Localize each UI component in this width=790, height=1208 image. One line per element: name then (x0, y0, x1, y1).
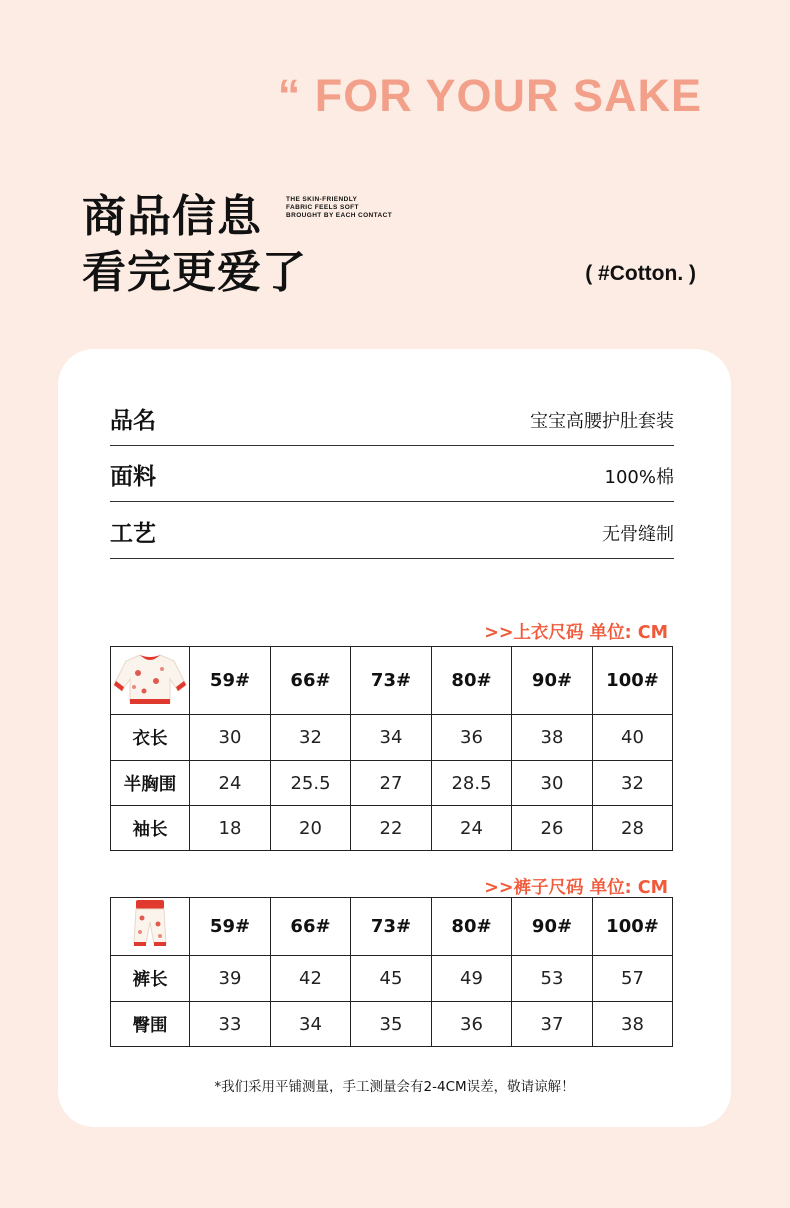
cotton-hashtag: ( #Cotton. ) (585, 262, 696, 285)
table-cell: 38 (593, 1002, 673, 1047)
table-cell: 40 (593, 715, 673, 761)
size-header: 100# (593, 898, 673, 956)
tagline-line: FABRIC FEELS SOFT (286, 204, 359, 211)
page-title-line2: 看完更爱了 (82, 247, 307, 298)
table-cell: 36 (432, 715, 512, 761)
slogan: “ FOR YOUR SAKE (277, 70, 702, 121)
table-cell: 33 (190, 1002, 271, 1047)
table-row (111, 1002, 673, 1047)
table-cell: 25.5 (271, 761, 351, 806)
pants-size-table (110, 897, 673, 1047)
measurement-note: *我们采用平铺测量，手工测量会有2-4CM误差，敬请谅解！ (214, 1079, 575, 1095)
table-cell: 37 (512, 1002, 593, 1047)
size-header: 80# (432, 647, 512, 715)
tagline-line: THE SKIN-FRIENDLY (286, 196, 358, 203)
table-header-row (111, 898, 673, 956)
size-header: 73# (351, 647, 432, 715)
table-cell: 49 (432, 956, 512, 1002)
table-cell: 24 (190, 761, 271, 806)
table-cell: 32 (271, 715, 351, 761)
tagline (286, 196, 392, 220)
table-cell: 22 (351, 806, 432, 851)
table-cell: 18 (190, 806, 271, 851)
top-size-table (110, 646, 673, 851)
table-cell: 34 (271, 1002, 351, 1047)
table-cell: 28.5 (432, 761, 512, 806)
table-row (111, 956, 673, 1002)
info-label: 品名 (110, 408, 156, 434)
size-header: 90# (512, 898, 593, 956)
table-cell: 35 (351, 1002, 432, 1047)
row-label: 衣长 (111, 715, 190, 761)
table-cell: 32 (593, 761, 673, 806)
table-cell: 45 (351, 956, 432, 1002)
size-header: 66# (271, 898, 351, 956)
table-row (111, 761, 673, 806)
row-label: 臀围 (111, 1002, 190, 1047)
pants-size-title: >>裤子尺码 单位: CM (484, 878, 668, 898)
table-cell: 30 (512, 761, 593, 806)
table-cell: 53 (512, 956, 593, 1002)
table-cell: 39 (190, 956, 271, 1002)
info-label: 面料 (110, 464, 156, 490)
info-value: 宝宝高腰护肚套装 (530, 411, 674, 432)
table-cell: 36 (432, 1002, 512, 1047)
size-header: 80# (432, 898, 512, 956)
info-card (58, 349, 731, 1127)
table-cell: 26 (512, 806, 593, 851)
page-title-line1: 商品信息 (82, 191, 262, 242)
row-label: 半胸围 (111, 761, 190, 806)
table-cell: 20 (271, 806, 351, 851)
size-header: 90# (512, 647, 593, 715)
info-row-craft (110, 502, 674, 559)
info-row-name (110, 389, 674, 446)
size-header: 73# (351, 898, 432, 956)
size-header: 59# (190, 647, 271, 715)
table-cell: 27 (351, 761, 432, 806)
table-cell: 57 (593, 956, 673, 1002)
tagline-line: BROUGHT BY EACH CONTACT (286, 212, 393, 219)
table-row (111, 806, 673, 851)
table-cell: 24 (432, 806, 512, 851)
top-size-title: >>上衣尺码 单位: CM (484, 623, 668, 643)
info-value: 100%棉 (604, 467, 674, 488)
size-header: 66# (271, 647, 351, 715)
table-cell: 42 (271, 956, 351, 1002)
table-cell: 28 (593, 806, 673, 851)
table-header-row (111, 647, 673, 715)
table-cell: 38 (512, 715, 593, 761)
info-label: 工艺 (110, 521, 156, 547)
table-cell: 30 (190, 715, 271, 761)
row-label: 袖长 (111, 806, 190, 851)
info-row-fabric (110, 445, 674, 502)
size-header: 59# (190, 898, 271, 956)
info-value: 无骨缝制 (602, 524, 674, 545)
table-cell: 34 (351, 715, 432, 761)
row-label: 裤长 (111, 956, 190, 1002)
baby-pants-icon (111, 898, 190, 956)
baby-top-icon (111, 647, 190, 715)
table-row (111, 715, 673, 761)
size-header: 100# (593, 647, 673, 715)
